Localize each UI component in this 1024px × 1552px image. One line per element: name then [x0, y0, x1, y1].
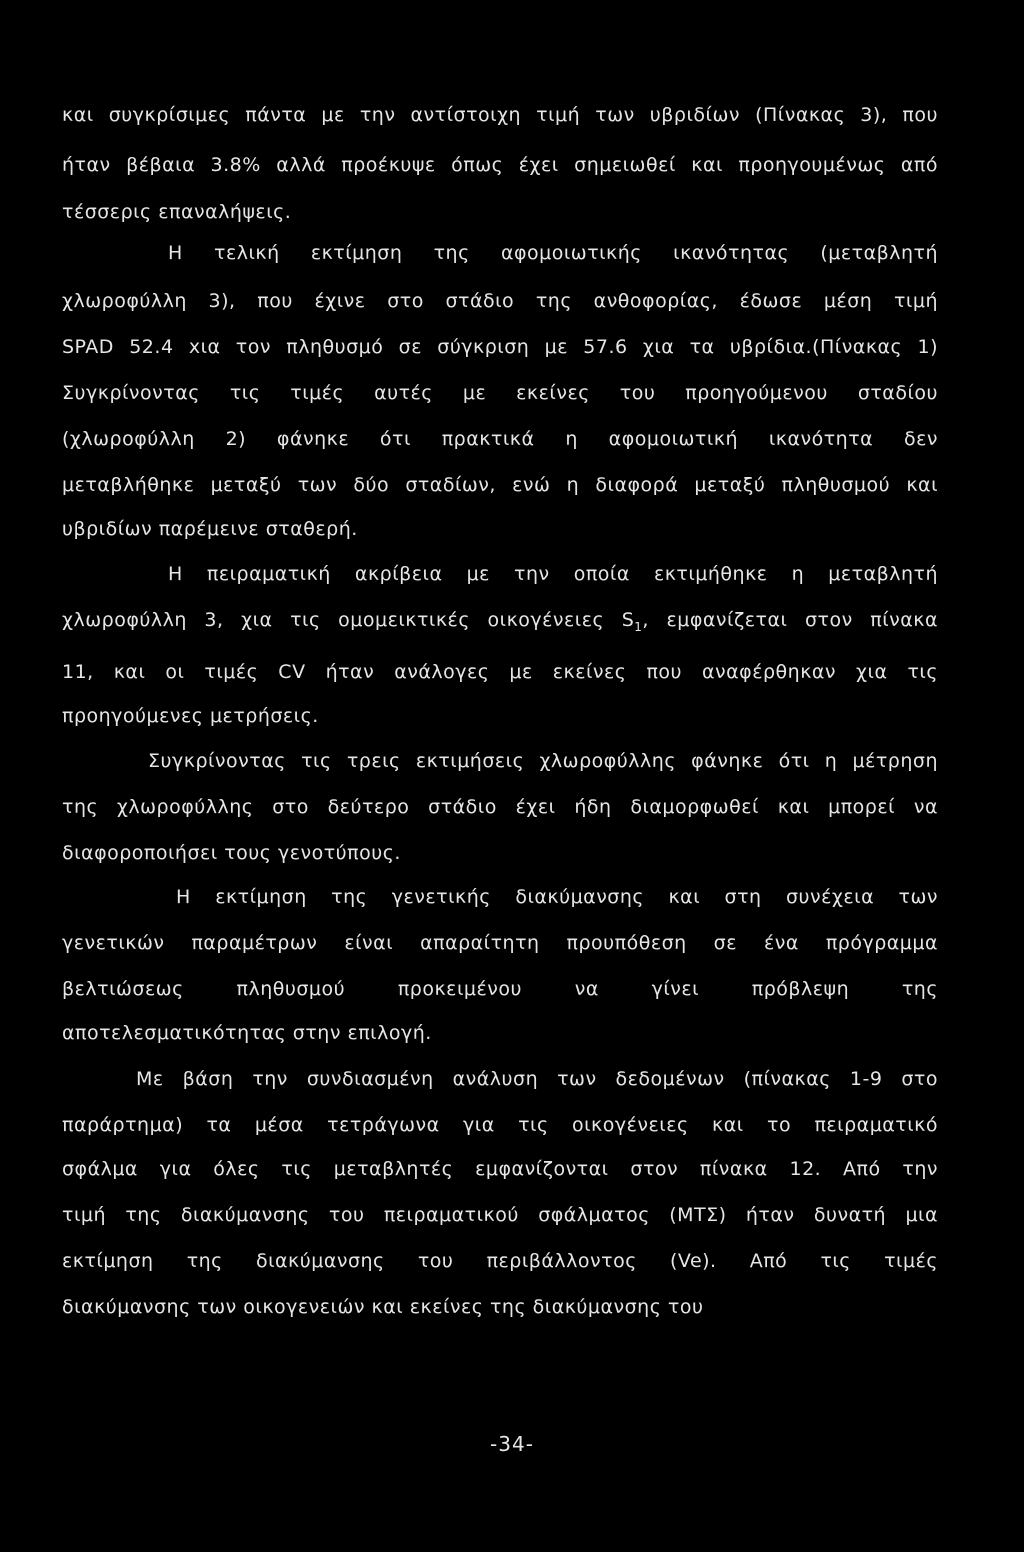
text-line: γενετικών παραμέτρων είναι απαραίτητη προυπόθεση σε ένα πρόγραμμα	[62, 932, 938, 954]
subscript: 1	[634, 619, 643, 634]
text-line: ήταν βέβαια 3.8% αλλά προέκυψε όπως έχει σημειωθεί και προηγουμένως από	[62, 154, 938, 176]
text-line: 11, και οι τιμές CV ήταν ανάλογες με εκείνες που αναφέρθηκαν χια τις	[62, 661, 938, 683]
text-line: αποτελεσματικότητας στην επιλογή.	[62, 1022, 432, 1044]
text-line: τέσσερις επαναλήψεις.	[62, 201, 292, 223]
text-line: παράρτημα) τα μέσα τετράγωνα για τις οικογένειες και το πειραματικό	[62, 1114, 938, 1136]
text-line: χλωροφύλλη 3), που έχινε στο στάδιο της ανθοφορίας, έδωσε μέση τιμή	[62, 290, 938, 312]
text-segment: , εμφανίζεται στον πίνακα	[642, 609, 938, 631]
text-line: μεταβλήθηκε μεταξύ των δύο σταδίων, ενώ η διαφορά μεταξύ πληθυσμού και	[62, 474, 938, 496]
text-line: και συγκρίσιμες πάντα με την αντίστοιχη τιμή των υβριδίων (Πίνακας 3), που	[62, 104, 938, 126]
paragraph-start-line: Συγκρίνοντας τις τρεις εκτιμήσεις χλωροφύλλης φάνηκε ότι η μέτρηση	[148, 750, 938, 772]
text-line: διακύμανσης των οικογενειών και εκείνες της διακύμανσης του	[62, 1296, 704, 1318]
text-line: τιμή της διακύμανσης του πειραματικού σφάλματος (ΜΤΣ) ήταν δυνατή μια	[62, 1204, 938, 1226]
text-line-with-subscript	[62, 608, 938, 639]
text-line: υβριδίων παρέμεινε σταθερή.	[62, 518, 358, 540]
text-line: Συγκρίνοντας τις τιμές αυτές με εκείνες του προηγούμενου σταδίου	[62, 382, 938, 404]
text-line: προηγούμενες μετρήσεις.	[62, 705, 319, 727]
text-line: διαφοροποιήσει τους γενοτύπους.	[62, 842, 401, 864]
text-line: (χλωροφύλλη 2) φάνηκε ότι πρακτικά η αφομοιωτική ικανότητα δεν	[62, 428, 938, 450]
paragraph-start-line: Η τελική εκτίμηση της αφομοιωτικής ικανότητας (μεταβλητή	[168, 242, 938, 264]
text-line: βελτιώσεως πληθυσμού προκειμένου να γίνει πρόβλεψη της	[62, 978, 938, 1000]
text-line: SPAD 52.4 xια τον πληθυσμό σε σύγκριση με 57.6 χια τα υβρίδια.(Πίνακας 1)	[62, 336, 938, 358]
text-line: εκτίμηση της διακύμανσης του περιβάλλοντος (Ve). Από τις τιμές	[62, 1250, 938, 1272]
text-segment: χλωροφύλλη 3, χια τις ομομεικτικές οικογένειες S	[62, 609, 635, 631]
paragraph-start-line: Με βάση την συνδιασμένη ανάλυση των δεδομένων (πίνακας 1-9 στο	[136, 1068, 938, 1090]
page-number: -34-	[490, 1432, 534, 1456]
paragraph-start-line: Η πειραματική ακρίβεια με την οποία εκτιμήθηκε η μεταβλητή	[168, 563, 938, 585]
text-line: σφάλμα για όλες τις μεταβλητές εμφανίζονται στον πίνακα 12. Από την	[62, 1158, 938, 1180]
paragraph-start-line: Η εκτίμηση της γενετικής διακύμανσης και στη συνέχεια των	[176, 886, 938, 908]
text-line: της χλωροφύλλης στο δεύτερο στάδιο έχει ήδη διαμορφωθεί και μπορεί να	[62, 796, 938, 818]
